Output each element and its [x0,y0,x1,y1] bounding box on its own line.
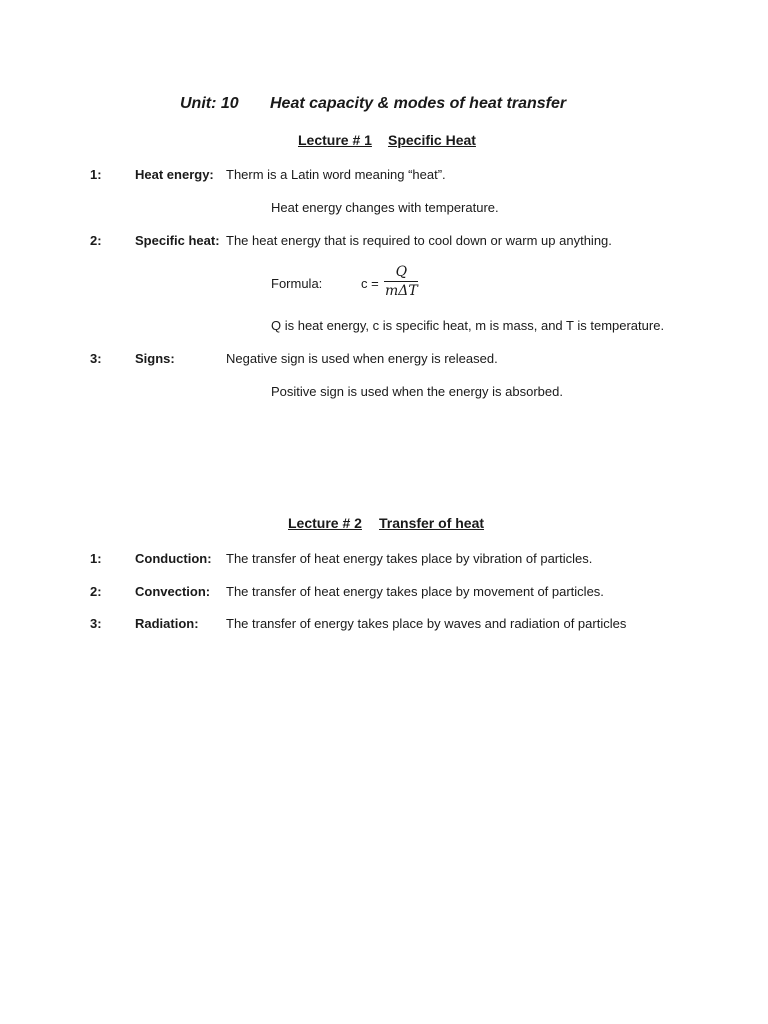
unit-title: Heat capacity & modes of heat transfer [270,95,567,112]
item-number: 1: [90,167,102,182]
formula-denominator: mΔT [385,283,418,299]
item-text: The heat energy that is required to cool down or warm up anything. [226,233,612,248]
item-text: Therm is a Latin word meaning “heat”. [226,167,446,182]
item-text: The transfer of heat energy takes place by vibration of particles. [226,551,593,566]
item-term: Specific heat: [135,233,220,248]
lecture-2-number: Lecture # 2 [288,515,362,531]
item-term: Convection: [135,584,211,599]
formula-label: Formula: [271,276,323,291]
item-number: 3: [90,616,102,631]
item-term: Radiation: [135,616,199,631]
lecture-1-number: Lecture # 1 [298,132,372,148]
item-number: 2: [90,584,102,599]
item-term: Signs: [135,351,175,366]
item-text: Negative sign is used when energy is released. [226,351,498,366]
lecture-2-title: Transfer of heat [379,515,485,531]
item-number: 3: [90,351,102,366]
item-term: Conduction: [135,551,212,566]
formula-numerator: Q [395,264,408,280]
item-extra: Q is heat energy, c is specific heat, m is mass, and T is temperature. [271,318,665,333]
item-extra: Positive sign is used when the energy is absorbed. [271,384,563,399]
unit-label: Unit: 10 [180,95,239,112]
item-term: Heat energy: [135,167,214,182]
item-extra: Heat energy changes with temperature. [271,200,499,215]
item-number: 2: [90,233,102,248]
item-text: The transfer of heat energy takes place by movement of particles. [226,584,604,599]
item-number: 1: [90,551,102,566]
formula-fraction [383,264,420,299]
lecture-1-title: Specific Heat [388,132,476,148]
formula-lhs: c = [361,276,379,291]
item-text: The transfer of energy takes place by waves and radiation of particles [226,616,627,631]
